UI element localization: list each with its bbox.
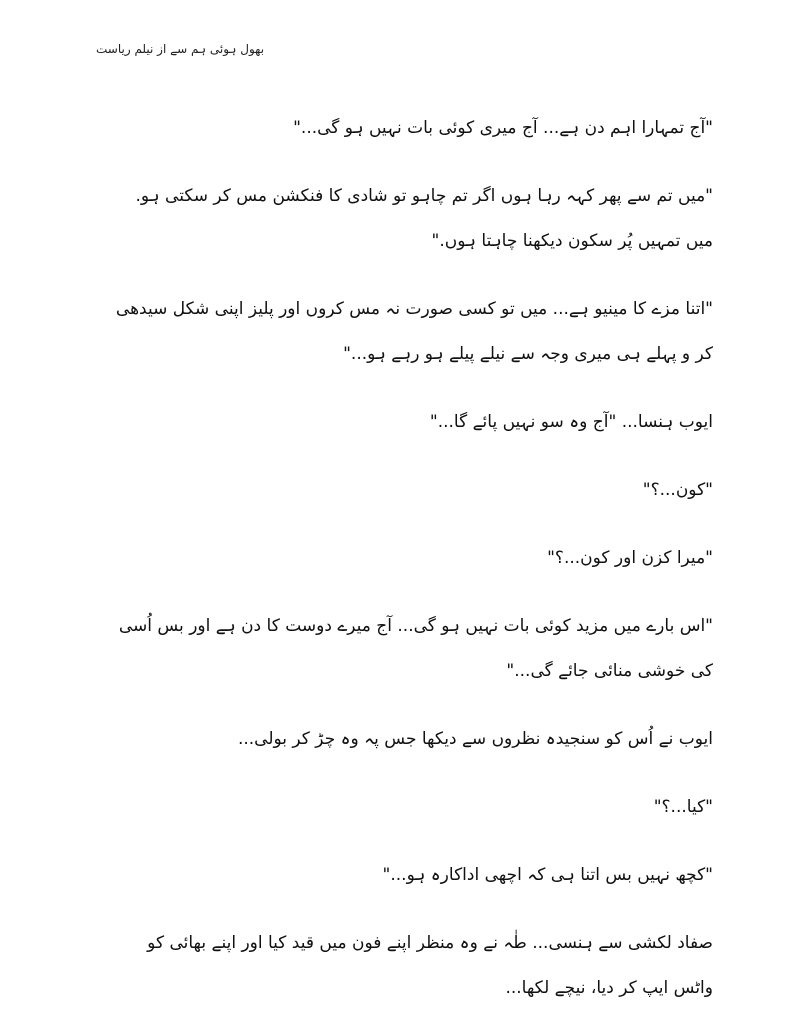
paragraph-3: "اتنا مزے کا مینیو ہے... میں تو کسی صورت نہ مس کروں اور پلیز اپنی شکل سیدھی کر و پہلے ہی میری وجہ سے نیلے پیلے ہو رہے ہو..." — [115, 299, 713, 364]
body-text — [103, 106, 713, 1031]
paragraph-6: "میرا کزن اور کون...؟" — [547, 548, 713, 568]
paragraph-9: "کیا...؟" — [653, 797, 713, 817]
paragraph-2: "میں تم سے پھر کہہ رہا ہوں اگر تم چاہو تو شادی کا فنکشن مس کر سکتی ہو. میں تمہیں پُر سکون دیکھنا چاہتا ہوں." — [135, 186, 713, 251]
paragraph-7: "اس بارے میں مزید کوئی بات نہیں ہو گی... آج میرے دوست کا دن ہے اور بس اُسی کی خوشی منائی جائے گی..." — [118, 616, 713, 681]
paragraph-4: ایوب ہنسا... "آج وہ سو نہیں پائے گا..." — [429, 412, 713, 432]
paragraph-8: ایوب نے اُس کو سنجیدہ نظروں سے دیکھا جس پہ وہ چڑ کر بولی... — [237, 729, 713, 749]
paragraph-1: "آج تمہارا اہم دن ہے... آج میری کوئی بات نہیں ہو گی..." — [293, 118, 713, 138]
paragraph-11: صفاد لکشی سے ہنسی... طٰہ نے وہ منظر اپنے فون میں قید کیا اور اپنے بھائی کو واٹس ایپ کر دیا، نیچے لکھا... — [147, 933, 713, 998]
paragraph-10: "کچھ نہیں بس اتنا ہی کہ اچھی اداکارہ ہو..." — [382, 865, 713, 885]
running-header: بھول ہوئی ہم سے از نیلم ریاست — [96, 42, 265, 56]
paragraph-5: "کون...؟" — [642, 480, 713, 500]
